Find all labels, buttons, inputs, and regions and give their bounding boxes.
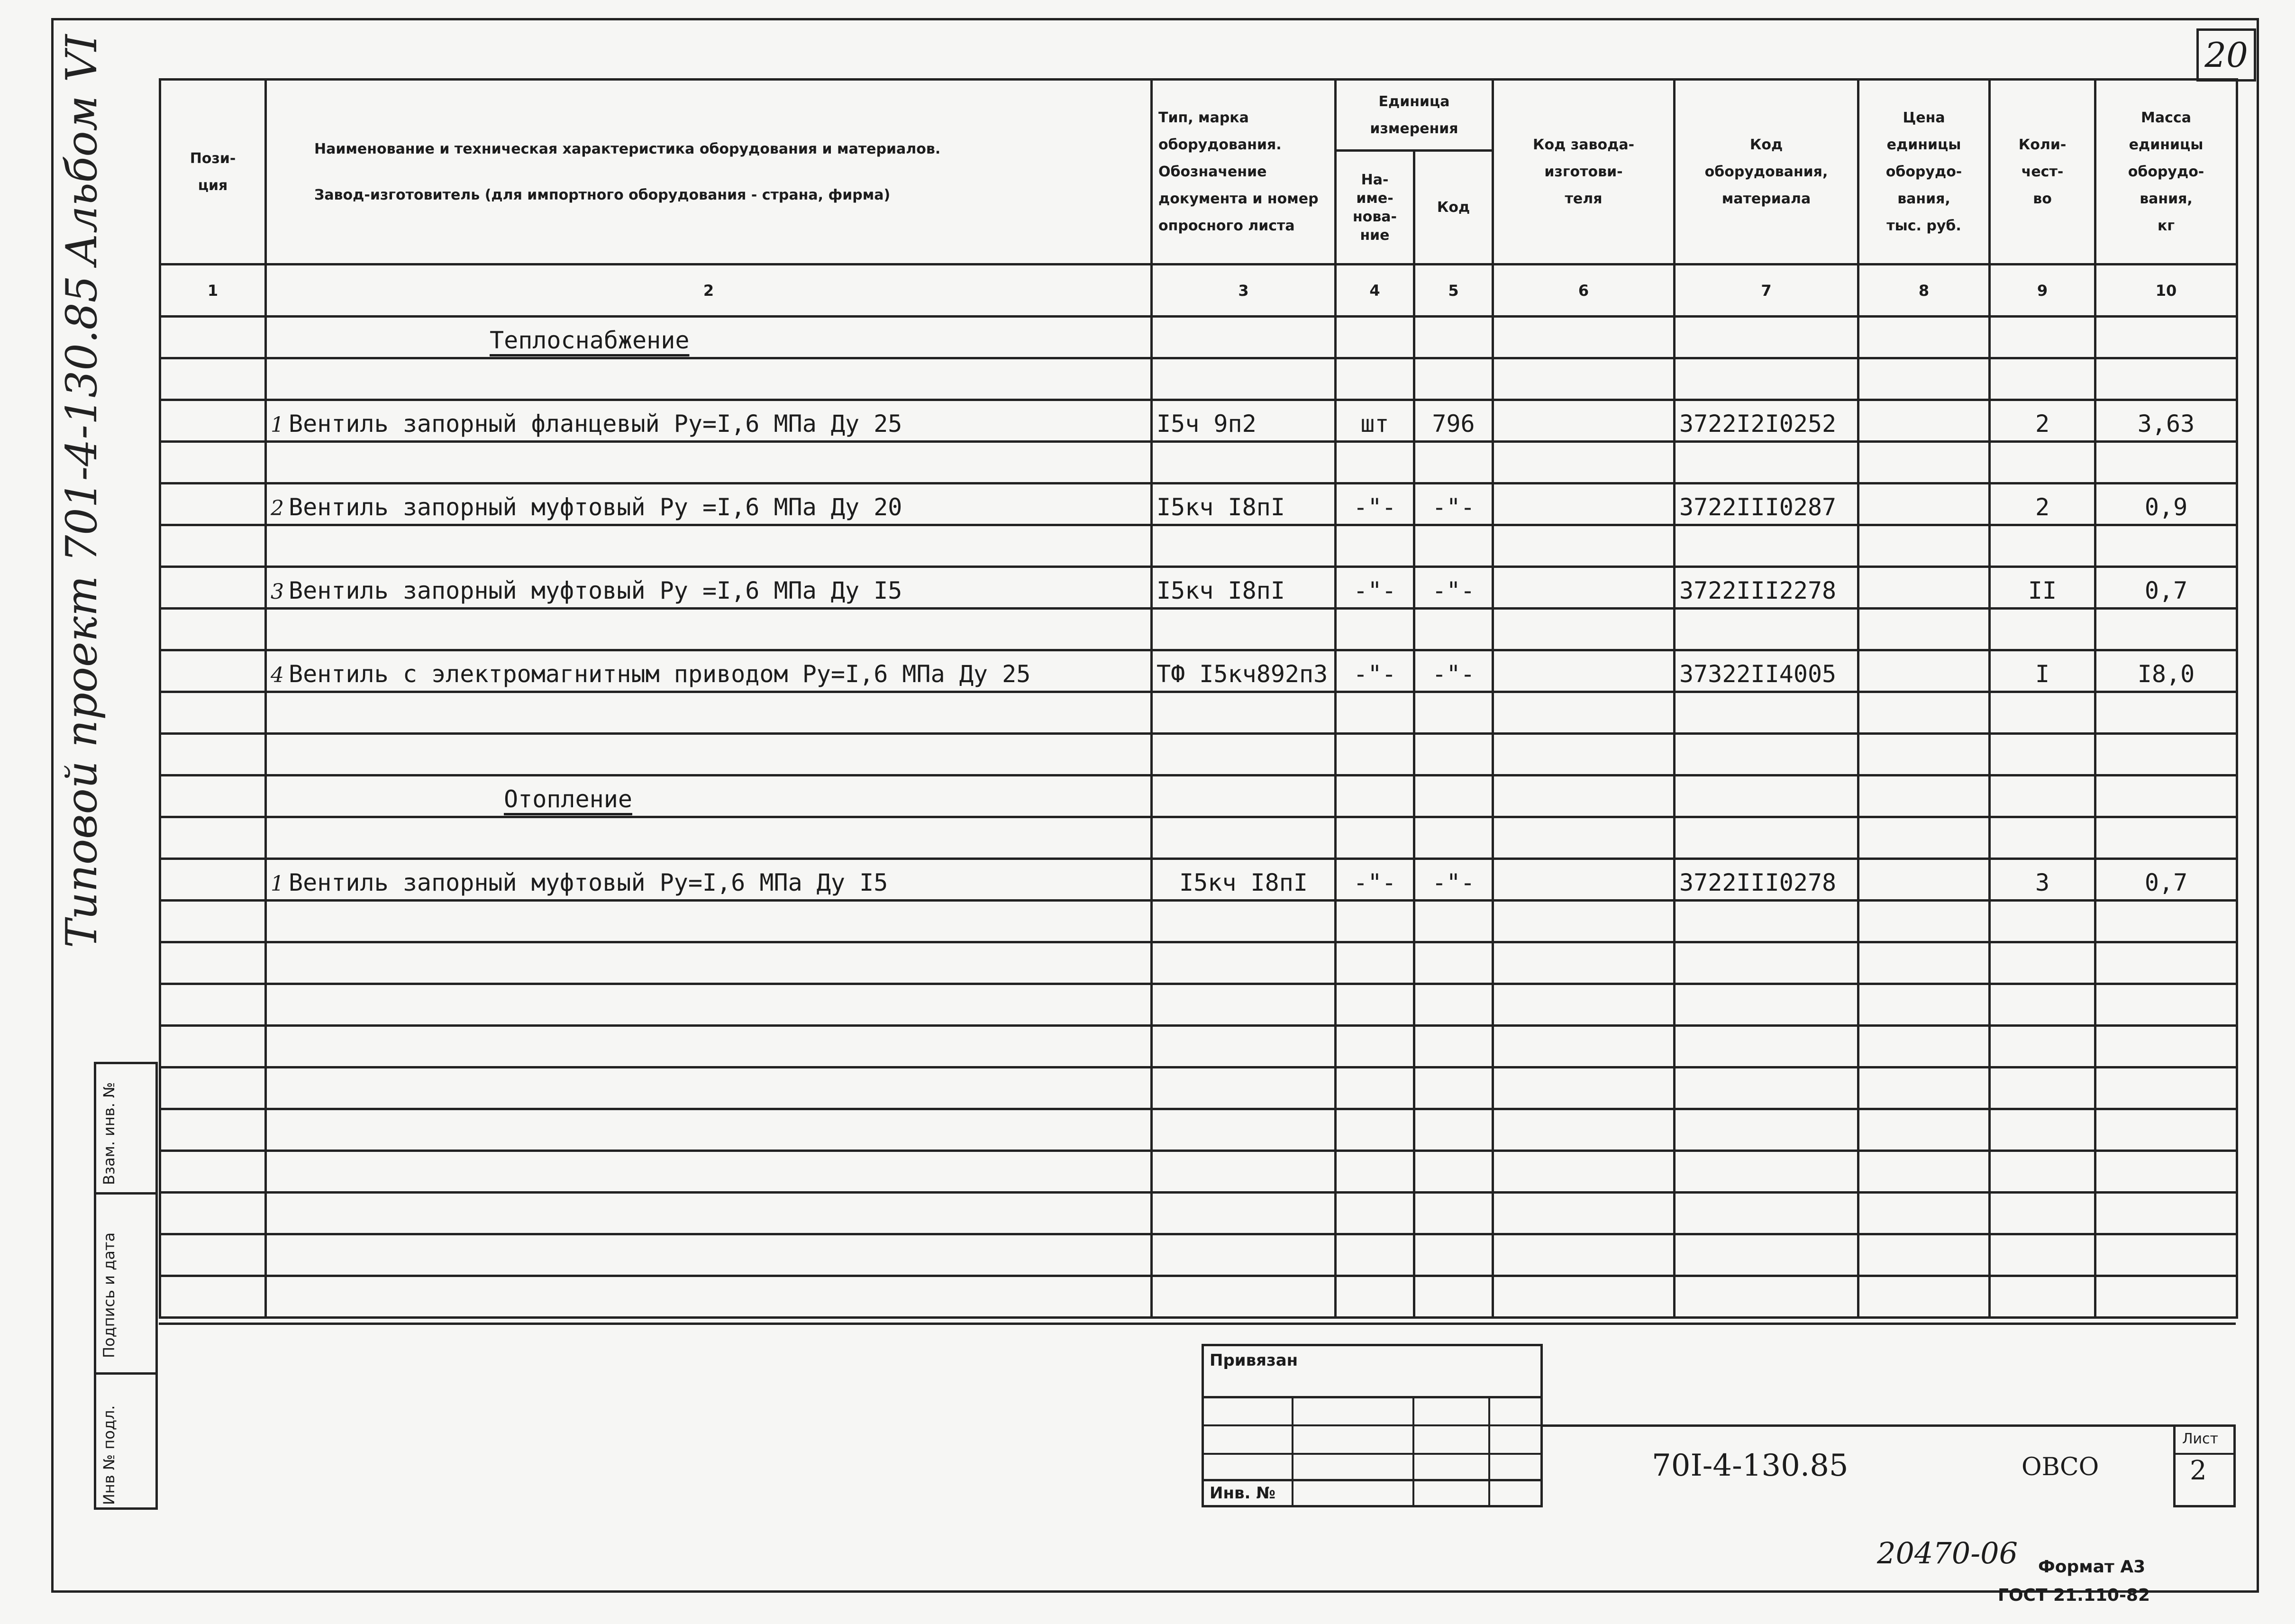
stamp-label-inventory: Инв № подл.: [100, 1405, 118, 1505]
sheet-number: 2: [2190, 1455, 2207, 1486]
row-unit-code: -"-: [1414, 650, 1493, 692]
table-row: [160, 650, 2237, 692]
specification-table: [159, 78, 2238, 1319]
row-mass: I8,0: [2095, 650, 2237, 692]
row-quantity: I: [1990, 650, 2095, 692]
document-code: 70I-4-130.85: [1652, 1448, 1849, 1483]
section-row: [160, 317, 2237, 358]
row-quantity: 2: [1990, 400, 2095, 442]
header-name: [266, 80, 1152, 265]
header-name-line2: Завод-изготовитель (для импортного оборудования - страна, фирма): [314, 186, 891, 203]
header-price: Цена единицы оборудо- вания, тыс. руб.: [1858, 80, 1990, 265]
row-unit: -"-: [1336, 859, 1414, 901]
header-type: Тип, марка оборудования. Обозначение документа и номер опросного листа: [1152, 80, 1336, 265]
header-equipment-code: Код оборудования, материала: [1675, 80, 1858, 265]
row-unit-code: -"-: [1414, 484, 1493, 525]
row-type: I5кч I8пI: [1152, 484, 1336, 525]
title-block: [159, 1323, 2236, 1507]
table-row: [160, 484, 2237, 525]
attachment-stamp: [1202, 1344, 1543, 1507]
row-name: Вентиль запорный муфтовый Ру=I,6 МПа Ду I5: [289, 869, 888, 896]
col-number: 7: [1675, 265, 1858, 317]
col-number: 4: [1336, 265, 1414, 317]
row-equipment-code: 3722III2278: [1675, 567, 1858, 609]
row-position: 1: [271, 872, 284, 896]
stamp-strip: [94, 1062, 158, 1510]
row-unit: -"-: [1336, 650, 1414, 692]
header-mass: Масса единицы оборудо- вания, кг: [2095, 80, 2237, 265]
row-type: I5кч I8пI: [1152, 567, 1336, 609]
stamp-label-replace: Взам. инв. №: [100, 1082, 118, 1185]
row-unit: -"-: [1336, 484, 1414, 525]
table-row: [160, 567, 2237, 609]
section-title-heat: Теплоснабжение: [490, 327, 690, 354]
col-number: 9: [1990, 265, 2095, 317]
header-position: Пози- ция: [160, 80, 266, 265]
row-name: Вентиль запорный муфтовый Ру =I,6 МПа Ду I5: [289, 577, 902, 604]
row-name: Вентиль с электромагнитным приводом Ру=I,6 МПа Ду 25: [289, 660, 1031, 688]
row-type: ТФ I5кч892п3: [1152, 650, 1336, 692]
row-position: 1: [271, 413, 284, 437]
inventory-label: Инв. №: [1210, 1484, 1276, 1503]
row-position: 3: [271, 580, 284, 604]
table-row: [160, 400, 2237, 442]
row-unit-code: 796: [1414, 400, 1493, 442]
table-row: [160, 859, 2237, 901]
header-factory-code: Код завода- изготови- теля: [1493, 80, 1675, 265]
row-type: I5кч I8пI: [1152, 859, 1336, 901]
row-mass: 3,63: [2095, 400, 2237, 442]
format-label: Формат А3: [2038, 1557, 2146, 1577]
row-position: 4: [271, 663, 284, 687]
document-type: ОВСО: [2022, 1453, 2099, 1481]
col-number: 3: [1152, 265, 1336, 317]
row-equipment-code: 3722III0278: [1675, 859, 1858, 901]
row-position: 2: [271, 496, 284, 520]
col-number: 8: [1858, 265, 1990, 317]
row-unit: -"-: [1336, 567, 1414, 609]
sheet-label: Лист: [2182, 1431, 2219, 1447]
row-mass: 0,7: [2095, 859, 2237, 901]
row-type: I5ч 9п2: [1152, 400, 1336, 442]
page-number: 20: [2196, 28, 2256, 82]
attached-label: Привязан: [1210, 1351, 1298, 1370]
row-name: Вентиль запорный муфтовый Ру =I,6 МПа Ду 20: [289, 493, 902, 521]
row-quantity: II: [1990, 567, 2095, 609]
archive-number: 20470-06: [1877, 1536, 2018, 1570]
row-name: Вентиль запорный фланцевый Ру=I,6 МПа Ду 25: [289, 410, 902, 438]
row-unit-code: -"-: [1414, 567, 1493, 609]
header-unit-code: Код: [1414, 151, 1493, 265]
row-unit-code: -"-: [1414, 859, 1493, 901]
row-unit: шт: [1336, 400, 1414, 442]
col-number: 2: [266, 265, 1152, 317]
project-label: Типовой проект 701-4-130.85: [57, 275, 107, 948]
col-number: 10: [2095, 265, 2237, 317]
album-label: Альбом VI: [57, 34, 107, 265]
row-equipment-code: 3722I2I0252: [1675, 400, 1858, 442]
sheet-box: [2173, 1424, 2236, 1507]
section-row: [160, 776, 2237, 817]
header-unit-group: Единица измерения: [1336, 80, 1493, 151]
header-name-line1: Наименование и техническая характеристика оборудования и материалов.: [314, 140, 941, 157]
col-number: 6: [1493, 265, 1675, 317]
col-number: 5: [1414, 265, 1493, 317]
col-number: 1: [160, 265, 266, 317]
header-unit-name: На- име- нова- ние: [1336, 151, 1414, 265]
row-quantity: 2: [1990, 484, 2095, 525]
row-mass: 0,9: [2095, 484, 2237, 525]
header-quantity: Коли- чест- во: [1990, 80, 2095, 265]
row-equipment-code: 37322II4005: [1675, 650, 1858, 692]
row-equipment-code: 3722III0287: [1675, 484, 1858, 525]
standard-label: ГОСТ 21.110-82: [1998, 1586, 2150, 1605]
row-quantity: 3: [1990, 859, 2095, 901]
stamp-label-signature: Подпись и дата: [100, 1232, 118, 1358]
section-title-heating: Отопление: [504, 785, 632, 813]
row-mass: 0,7: [2095, 567, 2237, 609]
